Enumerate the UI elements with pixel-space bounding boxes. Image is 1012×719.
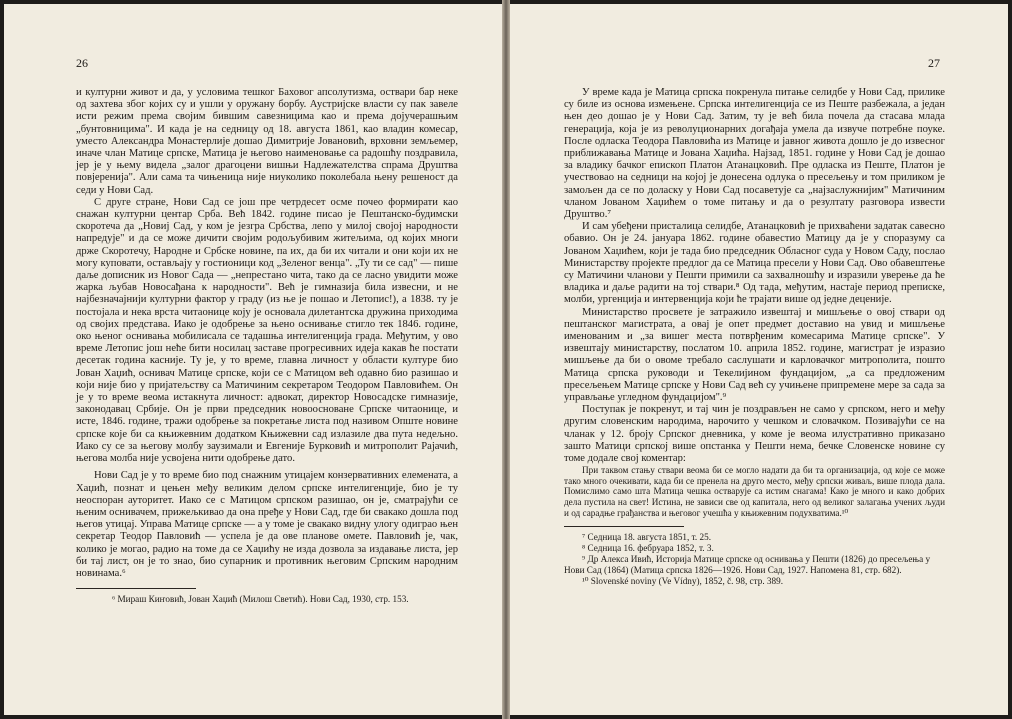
right-page-body	[564, 87, 945, 587]
book-gutter	[502, 0, 510, 719]
paragraph: С друге стране, Нови Сад се још пре четрдесет осме почео формирати као снажан културни центар Срба. Већ 1842. године писао је Пештанско-будимски скоротеча да „Новиј Сад, у ком је језгра Србства, лепо у милој својој народности напредује" и да се може дичити својим родољубивим житељима, од којих многи држе Скоротечу, Народне и Србске новине, па их, да би их читали и они који их не могу куповати, остављају у гостионици код „Зеленог венца". „Ту ти се сад" — пише даље дописник из Новог Сада — „непрестано чита, тако да се ласно увидити може жарка љубав Новосађана к народности". Већ је гимназија била извесни, и не најбезначајнији културни фактор у граду (из ње је пошао и Летопис!), а 1838. ту је постојала и нека врста читаонице коју је основала дилетантска дружина приходима од својих представа. Иако је одобрење за њено оснивање стигло тек 1846. године, око њеног оснивања мобилисала се тадашња интелигенција града. Међутим, у ово време Летопис још неће бити носилац заставе прогресивних идеја какав ће постати десетак година касније. Ту је, у то време, главна личност у области културе био Јован Хаџић, оснивач Матице српске, који се с Матицом већ одавно био разишао и који није био у пријатељству са Матичиним секретаром Теодором Павловићем. Он је у то време веома истакнута личност: адвокат, директор Новосадске гимназије, законодавац Србије. Он је први председник новоосноване Српске читаонице, и исте, 1846. године, тражи одобрење за покретање листа под називом Опште новине српске које би са књижевним додатком Књижевни сад излазиле два пута недељно. Иако су се за његову молбу заузимали и Евгеније Бурковић и митрополит Рајачић, његова молба није усвојена нити одобрење дато.	[76, 196, 458, 465]
paragraph: И сам убеђени присталица селидбе, Атанацковић је прихваћени задатак савесно обавио. Он је 24. јануара 1862. године обавестио Матицу да је у споразуму са Јованом Хаџићем, који је тада био председник Обласног суда у Новом Саду, послао Министарству пројекте предлог да се Матица пресели у Нови Сад. Ово обавештење су Матичини чланови у Пешти примили са захвалношћу и изразили уверење да ће владика и даље радити на тој ствари.⁸ Од тада, међутим, настаје период преписке, молби, ургенција и интервенција који ће трајати више од једне деценије.	[564, 221, 945, 306]
paragraph: Нови Сад је у то време био под снажним утицајем конзервативних елемената, а Хаџић, познат и цењен међу великим делом српске интелигенције, био је ту неоспоран ауторитет. Иако се с Матицом српском разишао, он је, сматрајући се њеним оснивачем, прижељкивао да она пређе у Нови Сад, где би свакако дошла под његов утицај. Управа Матице српске — а у томе је свакако видну улогу одиграо њен секретар Теодор Павловић — успела је да ове планове омете. Павловић је, чак, колико је могао, радио на томе да се Хаџићу не изда дозвола за издавање листа, јер би тај лист, он је то знао, био супарник и противник његовим Српским народним новинама.⁶	[76, 470, 458, 579]
block-quote: При таквом стању ствари веома би се могло надати да би та организација, од које се може тако много очекивати, када би се пренела на друго место, међу српски живаљ, више плода дала. Помислимо само шта Матица чешка остварује са истим снагама! Како је много и како добрих дела пустила на свет! Истина, не зависи све од капитала, него од великог залагања учених људи и од сарадње грађанства и његовог учешћа у књижевним подухватима.¹⁰	[564, 465, 945, 518]
footnote-rule	[76, 588, 196, 589]
paragraph: У време када је Матица српска покренула питање селидбе у Нови Сад, прилике су биле из основа измењене. Српска интелигенција се из Пеште разбежала, а један њен део дошао је у Нови Сад. Затим, ту је већ била почела да стасава млада генерација, која је из револуционарних догађаја умела да извуче потребне поуке. После одласка Теодора Павловића из Матице и јавног живота дошло је до извесног приближавања Матице и Јована Хаџића. Најзад, 1851. године у Нови Сад је дошао за владику бачког епископ Платон Атанацковић. Пре одласка из Пеште, Платон је учествовао на седници на којој је донесена одлука о пресељењу и том приликом је замољен да се по доласку у Нови Сад посаветује са „најзаслужнијим" Матичиним чланом Јованом Хаџићем о томе питању и да о резултату разговора извести Друштво.⁷	[564, 87, 945, 221]
page-number-right: 27	[928, 56, 940, 70]
footnote: ⁹ Др Алекса Ивић, Историја Матице српске од оснивања у Пешти (1826) до пресељења у Нови Сад (1864) (Матица српска 1826—1926. Нови Сад, 1927. Напомена 81, стр. 682).	[564, 554, 931, 576]
paragraph: Поступак је покренут, и тај чин је поздрављен не само у српском, него и међу другим словенским народима, нарочито у чешком и словачком. Позивајући се на чланак у 12. броју Српског дневника, у коме је веома илустративно приказано зашто Матици српској више опстанка у Пешти нема, бечке Словенске новине су томе додале свој коментар:	[564, 404, 945, 465]
footnote: ⁷ Седница 18. августа 1851, т. 25.	[582, 532, 712, 543]
right-page	[510, 4, 1008, 715]
paragraph: и културни живот и да, у условима тешког Баховог апсолутизма, оствари бар неке од захтева због којих су и ушли у оружану борбу. Аустријске власти су пак завеле исти режим према својим бившим савезницима као и према дојучерашњим „бунтовницима". И када је на седницу од 18. августа 1861, као владин комесар, уместо Александра Монастерлије дошао Димитрије Јовановић, врховни земљемер, иначе члан Матице српске, Матица је његово наименовање са радошћу поздравила, јер је у њему видела „залог драгоцени вишњи Надлежателства спрама Друштва повјеренија". Али сама та чињеница није ниуколико поколебала њену решеност да седи у Нови Сад.	[76, 87, 458, 196]
footnote: ¹⁰ Slovenské noviny (Ve Vídny), 1852, č. 98, стр. 389.	[582, 576, 784, 587]
footnote-rule	[564, 526, 684, 527]
footnote: ⁶ Мираш Киҥовиħ, Јован Хаџић (Милош Светић). Нови Сад, 1930, стр. 153.	[112, 594, 409, 605]
left-page-body	[76, 87, 458, 605]
page-number-left: 26	[76, 56, 88, 70]
left-page	[4, 4, 502, 715]
paragraph: Министарство просвете је затражило извештај и мишљење о овој ствари од пештанског магистрата, а овај је опет предмет доставио на увид и мишљење именованим и „за вишег места потврђеним комесарима Матице српске". У извештају министарству, послатом 10. априла 1852. године, магистрат је изразио мишљење да би о овоме требало саслушати и карловачког митрополита, пошто Матица српска руководи и Текелијином фундацијом, „а са предложеним пресељењем Матице српске у Нови Сад већ су учињене припремене мере за сада за управљање угледном фундацијом".⁹	[564, 306, 945, 404]
footnote: ⁸ Седница 16. фебруара 1852, т. 3.	[582, 543, 714, 554]
